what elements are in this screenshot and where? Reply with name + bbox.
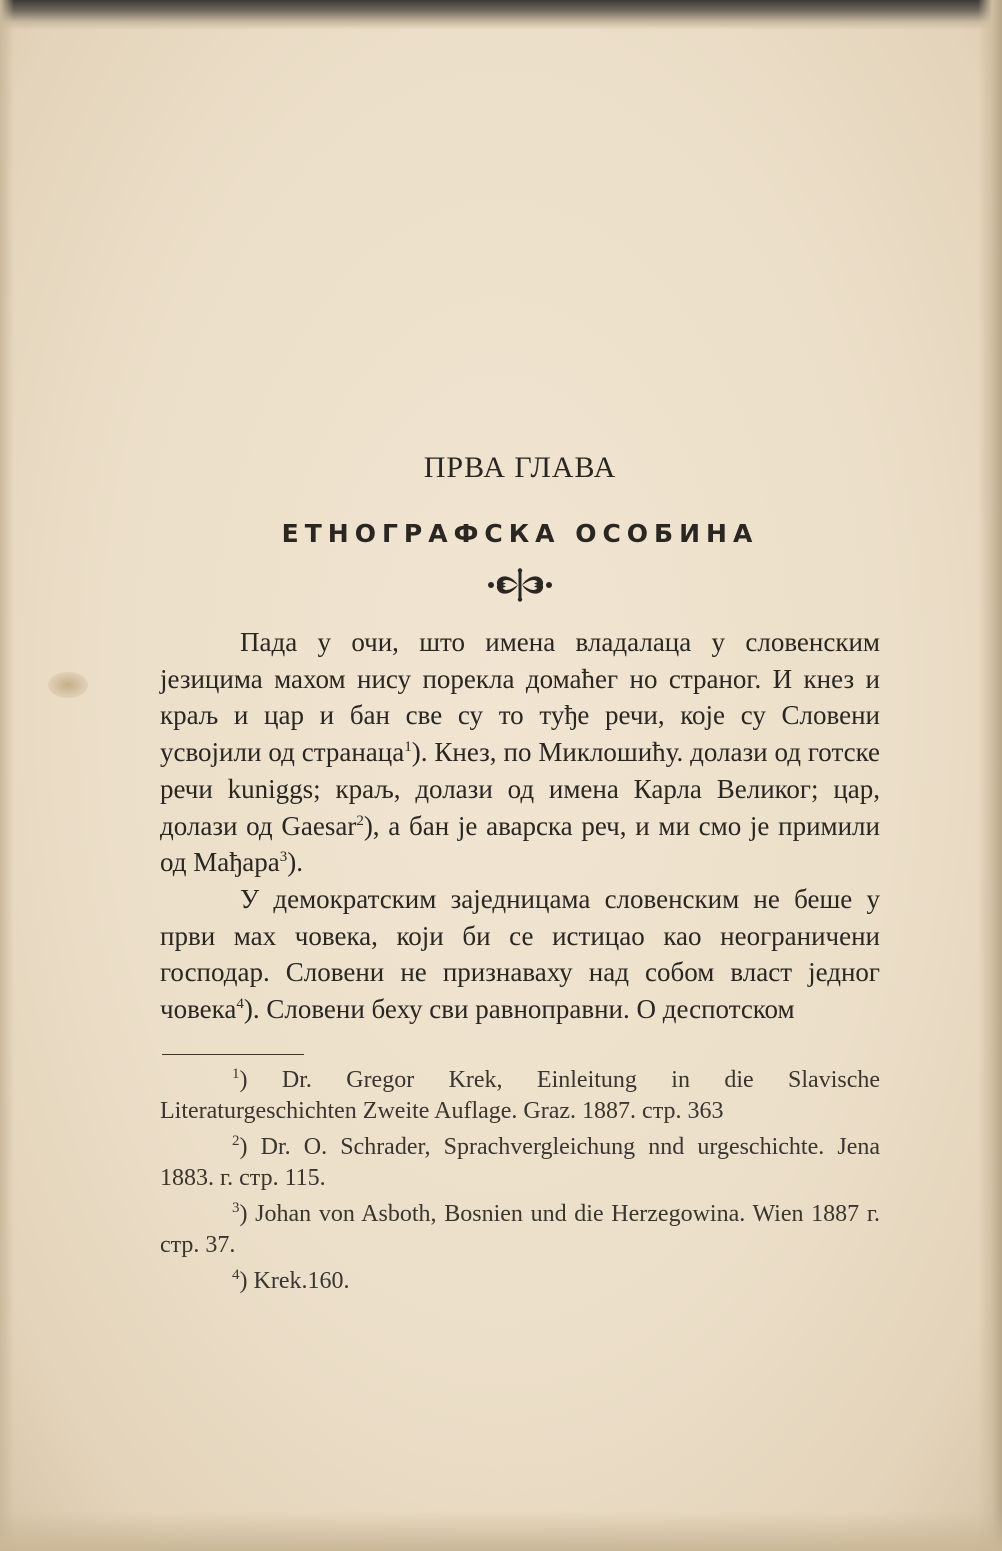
footnote-4-text: ) Krek.160. [239,1267,350,1294]
footnotes [160,1065,880,1297]
footnote-2 [160,1132,880,1194]
page-right-edge [978,0,1002,1551]
paragraph-1 [160,624,880,881]
paragraph-2-text-a: У демократским заједницама словенским не беше у први мах човека, који би се истицао као неограничени господар. Словени не признаваху над собом власт једног човека [160,883,880,1025]
footnote-3 [160,1199,880,1261]
footnote-4 [160,1266,880,1297]
footnote-2-number: 2 [232,1132,240,1149]
page-bottom-edge [0,1511,1002,1551]
page-content [160,440,880,1302]
footnote-3-number: 3 [232,1199,240,1216]
paragraph-1-text-a: Пада у очи, што имена владалаца у словенским језицима махом нису порекла домаћег но страног. И кнез и краљ и цар и бан све су то туђе речи, које су Словени усвојили од странаца [160,627,880,768]
section-title: ЕТНОГРАФСКА ОСОБИНА [281,519,759,548]
paper-stain [48,672,88,698]
footnote-ref-4: 4 [236,996,244,1013]
chapter-title: ПРВА ГЛАВА [423,451,617,484]
paragraph-1-text-d: ). [287,847,303,878]
footnote-separator [162,1054,304,1055]
body-text [160,624,880,1028]
footnote-1-text: ) Dr. Gregor Krek, Einleitung in die Slavische Literaturgeschichten Zweite Auflage. Graz. 1887. стр. 363 [160,1066,880,1124]
footnote-4-number: 4 [232,1266,240,1283]
paragraph-2 [160,881,880,1028]
footnote-ref-1: 1 [404,739,412,756]
footnote-3-text: ) Johan von Asboth, Bosnien und die Herzegowina. Wien 1887 г. стр. 37. [160,1200,880,1258]
paragraph-1-text-b: ). Кнез, по Миклошићу. долази од готске речи kuniggs; краљ, долази од имена Карла Великог; цар, долази од Gaesar [160,737,880,841]
footnote-ref-3: 3 [279,849,288,866]
page-top-edge [0,0,1002,30]
footnote-2-text: ) Dr. O. Schrader, Sprachvergleichung nnd urgeschichte. Jena 1883. г. стр. 115. [160,1133,880,1191]
paragraph-2-text-b: ). Словени беху сви равноправни. О деспотском [243,994,795,1025]
footnote-1-number: 1 [232,1065,240,1082]
fleuron-ornament-icon [485,568,555,602]
page-left-edge [0,0,14,1551]
footnote-ref-2: 2 [356,812,364,829]
footnote-1 [160,1065,880,1127]
paragraph-1-text-c: ), а бан је аварска реч, и ми смо је примили од Мађара [160,810,880,878]
